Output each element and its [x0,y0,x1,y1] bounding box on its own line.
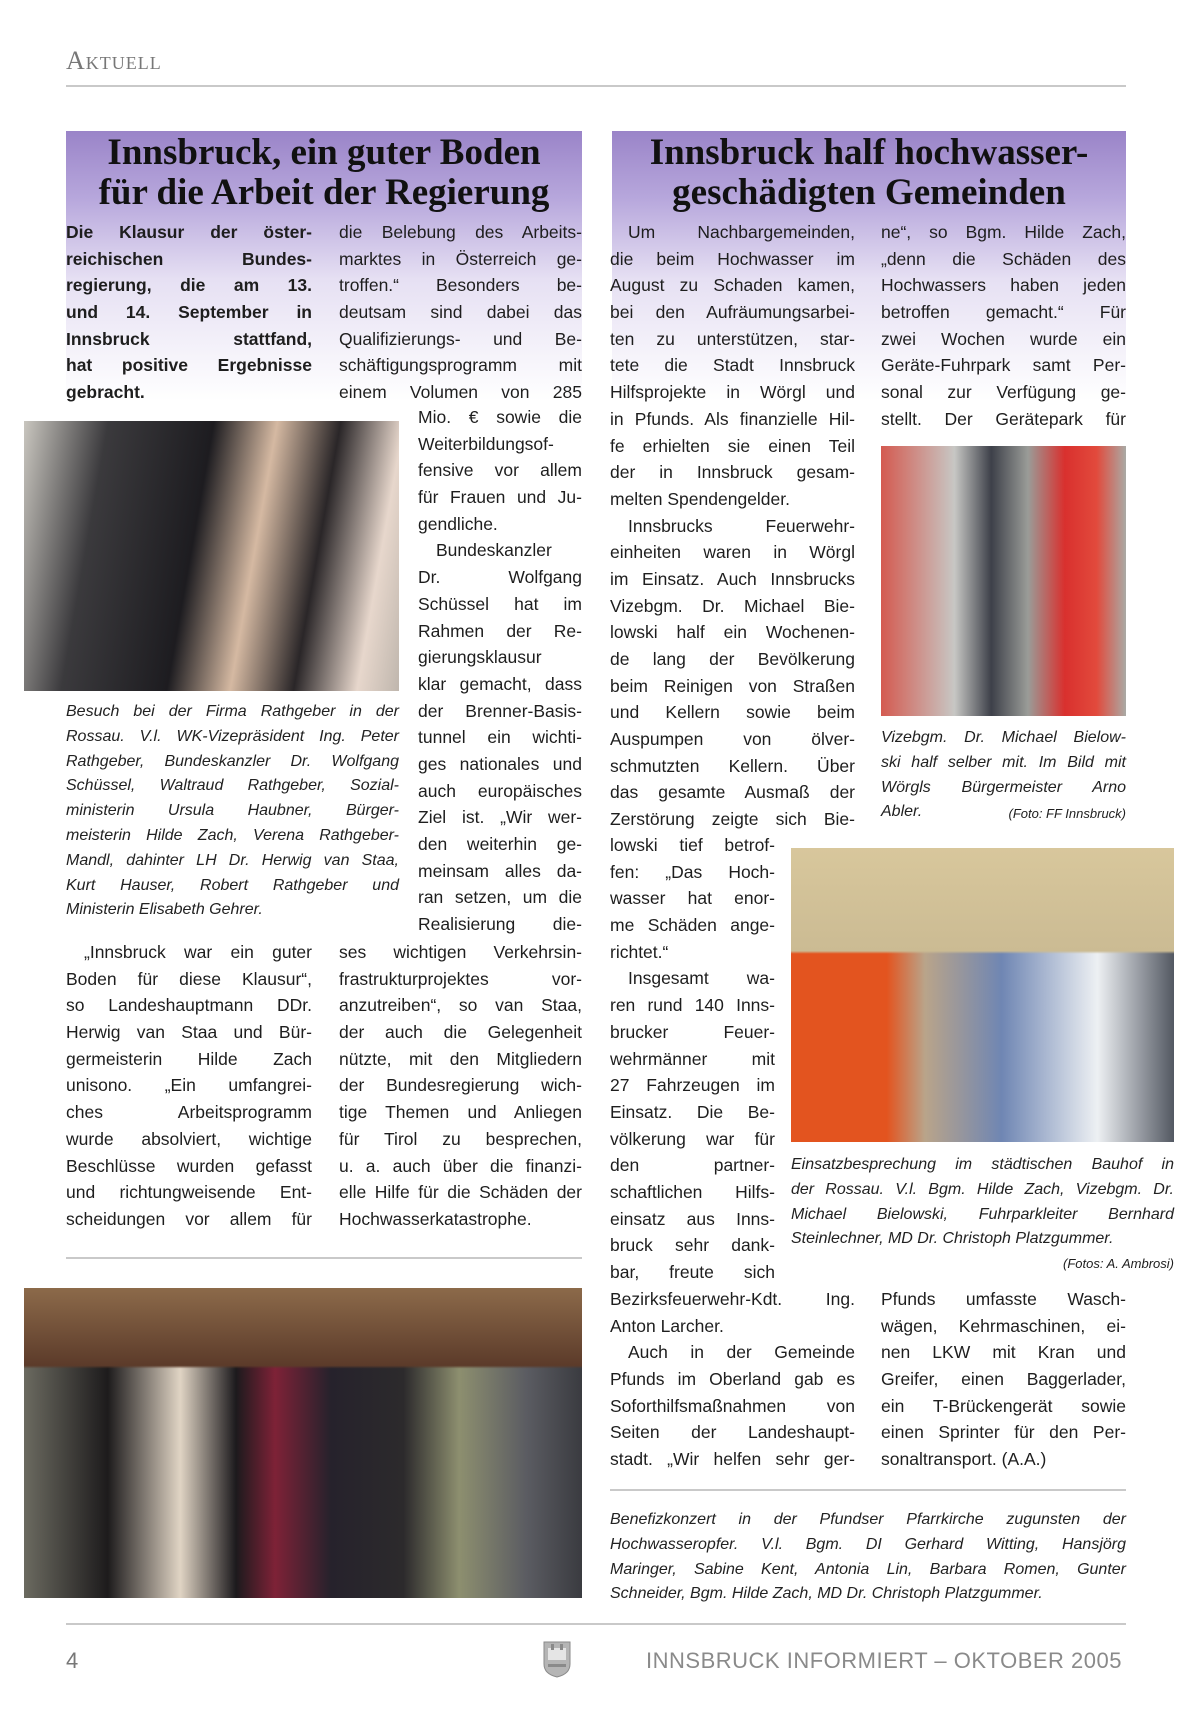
text-line: Einsatzbesprechung im städtischen Bauhof in [791,1156,1174,1173]
text-line: Schüssel, Waltraud Rathgeber, Sozial- [66,777,399,795]
text-line: fen: „Das Hoch- [610,861,775,882]
photo-bielowski-helping [881,446,1126,716]
text-line: den partner- [610,1155,775,1176]
text-line: ches Arbeitsprogramm [66,1102,312,1123]
text-line: Realisierung die- [418,914,582,935]
text-line: schaftlichen Hilfs- [610,1181,775,1202]
text-line: der Brenner-Basis- [418,700,582,721]
photo-bauhof-meeting [791,848,1174,1142]
text-line: Besuch bei der Firma Rathgeber in der [66,703,399,720]
text-line: schäftigungsprogramm mit [339,355,582,376]
text-line: Steinlechner, MD Dr. Christoph Platzgummer. [791,1230,1114,1248]
text-line: der Bundesregierung wich- [339,1075,582,1096]
text-line: germeisterin Hilde Zach [66,1048,312,1069]
text-line: Mandl, dahinter LH Dr. Herwig van Staa, [66,851,399,869]
text-line: brucker Feuer- [610,1021,775,1042]
headline-line: für die Arbeit der Regierung [98,172,550,213]
text-line: bruck sehr dank- [610,1235,775,1256]
left-article-text [66,939,312,1233]
text-line: „denn die Schäden des [881,248,1126,269]
text-line: einen Sprinter für den Per- [881,1422,1126,1443]
headline-line: Innsbruck half hochwasser- [649,132,1089,173]
section-title: Aktuell [66,46,162,75]
text-line: Greifer, einen Baggerlader, [881,1369,1126,1390]
text-line: der Rossau. V.l. Bgm. Hilde Zach, Vizebgm. Dr. [791,1180,1174,1198]
left-article-text [339,219,582,406]
text-line: Dr. Wolfgang [418,567,582,588]
text-line: elle Hilfe für die Schäden der [339,1182,582,1203]
text-line: meisterin Hilde Zach, Verena Rathgeber- [66,826,399,844]
text-line: und richtungweisende Ent- [66,1182,312,1203]
text-line: reichischen Bundes- [66,248,312,269]
divider [610,1489,1126,1491]
text-line: im Einsatz. Auch Innsbrucks [610,568,855,589]
text-line: betroffen gemacht.“ Für [881,302,1126,323]
text-line: Pfunds umfasste Wasch- [881,1289,1126,1309]
text-line: der auch die Gelegenheit [339,1022,582,1043]
text-line: Michael Bielowski, Fuhrparkleiter Bernhard [791,1205,1174,1223]
text-line: Seiten der Landeshaupt- [610,1422,855,1443]
text-line: nen LKW mit Kran und [881,1342,1126,1363]
text-line: stellt. Der Gerätepark für [881,408,1126,429]
text-line: das gesamte Ausmaß der [610,782,855,803]
left-article-text [339,939,582,1233]
text-line: richtet.“ [610,941,669,962]
text-line: Insgesamt wa- [628,968,775,989]
photo-credit: (Foto: FF Innsbruck) [1008,806,1126,821]
text-line: Maringer, Sabine Kent, Antonia Lin, Barbara Romen, Gunter [610,1560,1126,1578]
text-line: Schüssel hat im [418,593,582,614]
text-line: hat positive Ergebnisse [66,355,312,376]
text-line: bei den Aufräumungsarbei- [610,302,855,323]
text-line: einem Volumen von 285 [339,382,582,403]
text-line: marktes in Österreich ge- [339,248,582,269]
text-line: sonal zur Verfügung ge- [881,382,1126,403]
right-article-text [610,832,775,1286]
text-line: Boden für diese Klausur“, [66,968,312,989]
page-number: 4 [66,1648,79,1673]
text-line: Ziel ist. „Wir wer- [418,807,582,828]
text-line: fe erhielten sie einen Teil [610,435,855,456]
text-line: die beim Hochwasser im [610,248,855,269]
header-divider [66,85,1126,87]
text-line: Bezirksfeuerwehr-Kdt. Ing. [610,1289,855,1309]
text-line: Abler. [881,803,923,821]
text-line: zwei Wochen wurde ein [881,328,1126,349]
text-line: scheidungen vor allem für [66,1208,312,1229]
text-line: ski half selber mit. Im Bild mit [881,753,1126,771]
right-article-text [881,1286,1126,1473]
headline-line: Innsbruck, ein guter Boden [107,132,541,173]
text-line: Bundeskanzler [436,540,552,561]
text-line: „Innsbruck war ein guter [84,942,312,962]
text-line: Geräte-Fuhrpark samt Per- [881,355,1126,376]
text-line: Rathgeber, Bundeskanzler Dr. Wolfgang [66,752,399,770]
text-line: August zu Schaden kamen, [610,275,855,296]
text-line: Hochwasseropfer. V.l. Bgm. DI Gerhard Witting, Hansjörg [610,1535,1126,1553]
photo-caption [66,700,399,923]
text-line: in Pfunds. Als finanzielle Hil- [610,408,855,429]
right-article-text [881,219,1126,433]
text-line: regierung, die am 13. [66,275,312,296]
text-line: stadt. „Wir helfen sehr ger- [610,1449,855,1470]
text-line: deutsam sind dabei das [339,302,582,323]
text-line: Weiterbildungsof- [418,433,554,454]
text-line: Auspumpen von ölver- [610,729,855,750]
text-line: melten Spendengelder. [610,488,790,509]
text-line: einsatz aus Inns- [610,1208,775,1229]
right-article-text [610,219,855,833]
text-line: wurde absolviert, wichtige [66,1128,312,1149]
text-line: Rahmen der Re- [418,620,582,641]
text-line: unisono. „Ein umfangrei- [66,1075,312,1096]
text-line: de lang der Bevölkerung [610,649,855,669]
text-line: Wörgls Bürgermeister Arno [881,778,1126,796]
left-article-text [418,404,582,938]
text-line: Zerstörung zeigte sich Bie- [610,809,855,830]
text-line: Mio. € sowie die [418,407,582,427]
text-line: einheiten waren in Wörgl [610,542,855,563]
text-line: ses wichtigen Verkehrsin- [339,942,582,962]
text-line: den weiterhin ge- [418,834,582,854]
text-line: ren rund 140 Inns- [610,995,775,1016]
text-line: Hochwasserkatastrophe. [339,1208,532,1229]
text-line: wasser hat enor- [610,888,775,909]
text-line: Schneider, Bgm. Hilde Zach, MD Dr. Christoph Platzgummer. [610,1585,1043,1603]
text-line: fensive vor allem [418,460,582,481]
text-line: beim Reinigen von Straßen [610,675,855,696]
text-line: die Belebung des Arbeits- [339,222,582,242]
text-line: 27 Fahrzeugen im [610,1075,775,1096]
text-line: tunnel ein wichti- [418,727,582,748]
text-line: Auch in der Gemeinde [628,1342,855,1363]
text-line: auch europäisches [418,780,582,801]
text-line: und Kellern sowie beim [610,702,855,723]
text-line: Innsbrucks Feuerwehr- [628,515,855,536]
text-line: tete die Stadt Innsbruck [610,355,855,376]
concert-photo-caption [610,1508,1126,1607]
text-line: ein T-Brückengerät sowie [881,1395,1126,1416]
text-line: Benefizkonzert in der Pfundser Pfarrkirche zugunsten der [610,1511,1126,1528]
text-line: Die Klausur der öster- [66,222,312,242]
text-line: gierungsklausur [418,647,542,668]
text-line: ne“, so Bgm. Hilde Zach, [881,222,1126,242]
text-line: schmutzten Kellern. Über [610,755,855,776]
text-line: Qualifizierungs- und Be- [339,328,582,349]
photo-benefit-concert [24,1288,582,1598]
text-line: tige Themen und Anliegen [339,1102,582,1123]
footer-divider [66,1623,1126,1625]
text-line: gebracht. [66,382,145,403]
right-article-text [610,1286,855,1473]
text-line: Pfunds im Oberland gab es [610,1369,855,1390]
text-line: Vizebgm. Dr. Michael Bie- [610,595,855,616]
photo-rathgeber-visit [24,421,399,691]
text-line: so Landeshauptmann DDr. [66,995,312,1016]
text-line: frastrukturprojektes vor- [339,968,582,989]
text-line: Beschlüsse wurden gefasst [66,1155,312,1176]
text-line: Rossau. V.l. WK-Vizepräsident Ing. Peter [66,727,399,745]
text-line: anzutreiben“, so van Staa, [339,995,582,1016]
text-line: Soforthilfsmaßnahmen von [610,1395,855,1416]
photo-caption [791,1153,1174,1252]
text-line: für Frauen und Ju- [418,487,582,508]
text-line: Um Nachbargemeinden, [628,222,855,242]
left-article-lead [66,219,312,406]
text-line: nützte, mit den Mitgliedern [339,1048,582,1069]
text-line: Herwig van Staa und Bür- [66,1022,312,1043]
text-line: Innsbruck stattfand, [66,328,312,349]
text-line: lowski tief betrof- [610,835,775,855]
text-line: bar, freute sich [610,1262,775,1282]
text-line: völkerung war für [610,1128,775,1149]
text-line: und 14. September in [66,302,312,323]
text-line: Anton Larcher. [610,1315,724,1336]
text-line: troffen.“ Besonders be- [339,275,582,296]
text-line: Kurt Hauser, Robert Rathgeber und [66,876,399,894]
right-article-headline [612,133,1126,213]
text-line: klar gemacht, dass [418,673,582,694]
text-line: ges nationales und [418,753,582,774]
photo-credit: (Fotos: A. Ambrosi) [1062,1256,1174,1271]
city-crest-icon [542,1638,572,1678]
text-line: ten zu unterstützen, star- [610,328,855,349]
text-line: me Schäden ange- [610,915,775,936]
text-line: u. a. auch über die finanzi- [339,1155,582,1176]
headline-line: geschädigten Gemeinden [672,172,1066,213]
text-line: der in Innsbruck gesam- [610,462,855,483]
publication-title: INNSBRUCK INFORMIERT – OKTOBER 2005 [646,1648,1122,1673]
text-line: gendliche. [418,513,498,534]
text-line: Einsatz. Die Be- [610,1101,775,1122]
text-line: sonaltransport. (A.A.) [881,1449,1047,1470]
text-line: ran setzen, um die [418,887,582,908]
text-line: lowski half ein Wochenen- [610,622,855,643]
text-line: Ministerin Elisabeth Gehrer. [66,901,263,919]
text-line: für Tirol zu besprechen, [339,1128,582,1149]
text-line: wägen, Kehrmaschinen, ei- [881,1315,1126,1336]
text-line: Hochwassers haben jeden [881,275,1126,296]
text-line: Hilfsprojekte in Wörgl und [610,382,855,403]
divider [66,1257,582,1259]
text-line: wehrmänner mit [610,1048,775,1069]
left-article-headline [66,133,582,213]
text-line: Vizebgm. Dr. Michael Bielow- [881,729,1126,746]
text-line: meinsam alles da- [418,860,582,881]
text-line: ministerin Ursula Haubner, Bürger- [66,802,399,820]
